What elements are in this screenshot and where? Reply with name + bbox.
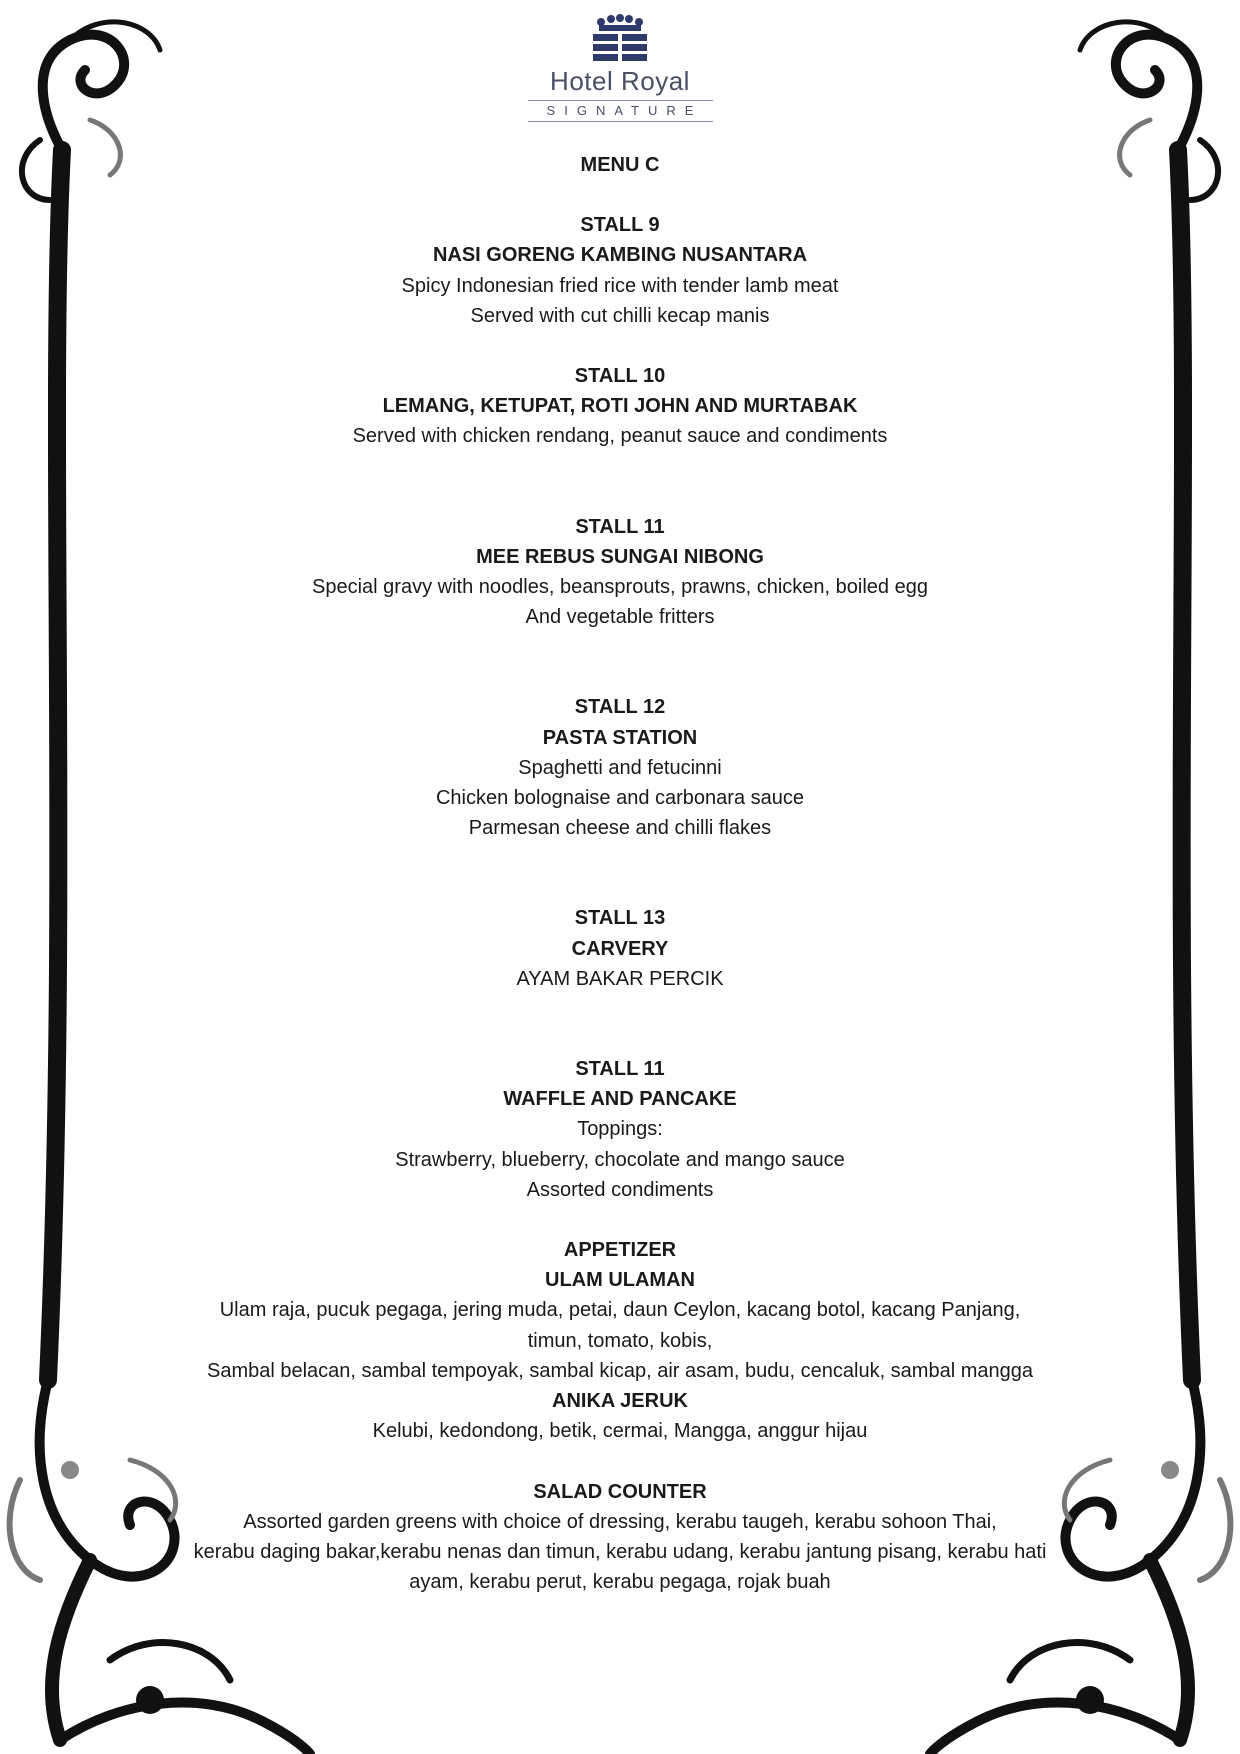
section-heading: APPETIZER (563, 1239, 677, 1262)
stall-description: Parmesan cheese and chilli flakes (468, 817, 772, 840)
section-description: Kelubi, kedondong, betik, cermai, Mangga, anggur hijau (372, 1420, 868, 1443)
stall-description: AYAM BAKAR PERCIK (516, 967, 724, 990)
stall-label: STALL 9 (580, 214, 660, 237)
section-description: Sambal belacan, sambal tempoyak, sambal kicap, air asam, budu, cencaluk, sambal mangga (207, 1359, 1033, 1382)
stall-description: Special gravy with noodles, beansprouts, prawns, chicken, boiled egg (312, 576, 928, 599)
stall-dish-name: CARVERY (571, 937, 669, 960)
stall-description: Strawberry, blueberry, chocolate and mango sauce (395, 1148, 845, 1171)
section-description: Assorted garden greens with choice of dressing, kerabu taugeh, kerabu sohoon Thai, (243, 1510, 997, 1533)
stall-11-section (150, 512, 1090, 633)
menu-content (150, 150, 1090, 1597)
stall-dish-name: LEMANG, KETUPAT, ROTI JOHN AND MURTABAK (382, 395, 858, 418)
stall-description: Assorted condiments (526, 1178, 714, 1201)
section-subheading: ULAM ULAMAN (545, 1269, 695, 1292)
stall-9-section (150, 210, 1090, 331)
stall-12-section (150, 692, 1090, 843)
stall-label: STALL 11 (575, 515, 665, 538)
stall-description: Toppings: (577, 1118, 663, 1141)
hotel-name: Hotel Royal (550, 66, 690, 96)
section-description: timun, tomato, kobis, (527, 1329, 713, 1352)
section-description: Ulam raja, pucuk pegaga, jering muda, petai, daun Ceylon, kacang botol, kacang Panjang, (219, 1299, 1021, 1322)
crown-logo-icon (589, 14, 651, 62)
stall-description: Served with cut chilli kecap manis (470, 304, 770, 327)
section-subheading: ANIKA JERUK (552, 1390, 688, 1413)
stall-dish-name: MEE REBUS SUNGAI NIBONG (476, 545, 764, 568)
hotel-logo (510, 14, 730, 122)
stall-label: STALL 13 (574, 907, 666, 930)
stall-description: Spaghetti and fetucinni (518, 756, 722, 779)
stall-description: And vegetable fritters (525, 606, 715, 629)
stall-description: Chicken bolognaise and carbonara sauce (435, 787, 805, 810)
stall-13-section (150, 903, 1090, 994)
salad-section (150, 1477, 1090, 1598)
stall-description: Spicy Indonesian fried rice with tender lamb meat (401, 274, 839, 297)
stall-dish-name: PASTA STATION (542, 726, 698, 749)
section-description: ayam, kerabu perut, kerabu pegaga, rojak buah (409, 1571, 831, 1594)
stall-waffle-section (150, 1054, 1090, 1205)
section-heading: SALAD COUNTER (533, 1480, 707, 1503)
stall-description: Served with chicken rendang, peanut sauce and condiments (352, 425, 888, 448)
stall-10-section (150, 361, 1090, 452)
stall-dish-name: NASI GORENG KAMBING NUSANTARA (432, 244, 808, 267)
stall-label: STALL 10 (574, 365, 666, 388)
stall-label: STALL 11 (575, 1058, 665, 1081)
appetizer-section (150, 1235, 1090, 1446)
stall-dish-name: WAFFLE AND PANCAKE (503, 1088, 737, 1111)
stall-label: STALL 12 (574, 696, 666, 719)
menu-title: MENU C (580, 154, 660, 176)
section-description: kerabu daging bakar,kerabu nenas dan timun, kerabu udang, kerabu jantung pisang, kerabu hati (193, 1540, 1047, 1563)
hotel-subtitle: SIGNATURE (528, 100, 713, 122)
